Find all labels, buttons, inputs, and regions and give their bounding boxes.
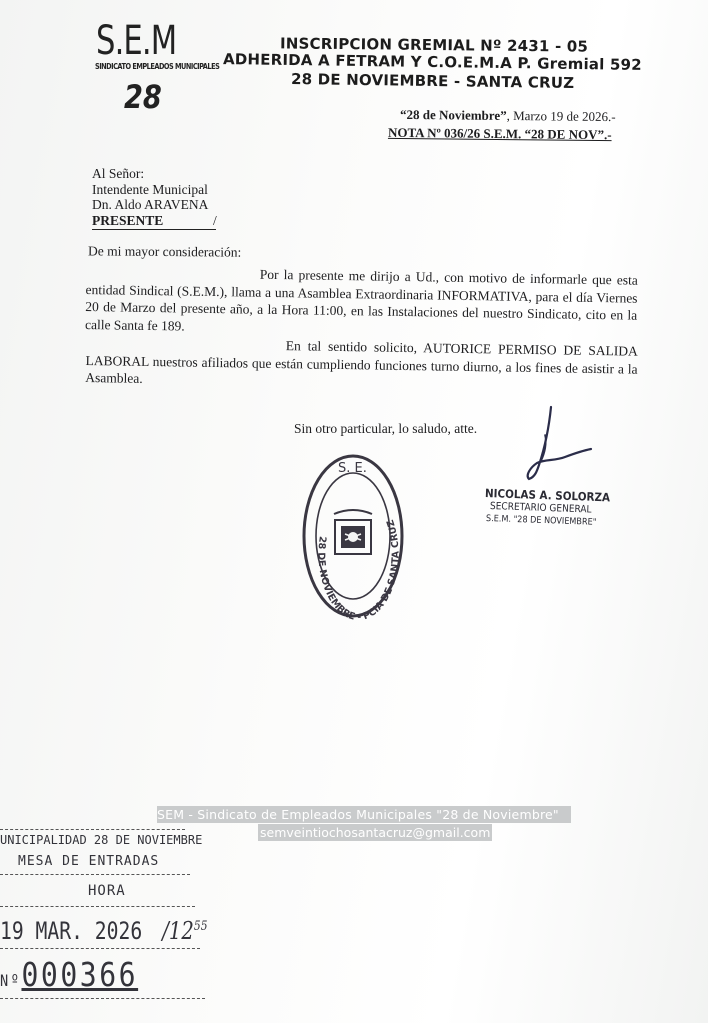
stamp-date: 19 MAR. 2026 [0, 917, 143, 945]
recipient-salutation: Al Señor: [92, 166, 145, 181]
date-rest: , Marzo 19 de 2026.- [506, 107, 616, 125]
stamp-border-top [0, 829, 185, 830]
presente-slash: / [213, 213, 217, 228]
signature-scribble [515, 405, 600, 485]
stamp-date-time [0, 917, 207, 945]
header-location: 28 DE NOVIEMBRE - SANTA CRUZ [290, 70, 575, 92]
greeting: De mi mayor consideración: [87, 243, 242, 260]
stamp-entry-number [0, 955, 138, 994]
stamp-desk: MESA DE ENTRADAS [18, 854, 160, 869]
recipient-title: Intendente Municipal [92, 182, 208, 197]
union-seal [298, 448, 408, 624]
stamp-time: $/12^{55}$ [162, 917, 208, 945]
stamp-number: 000366 [21, 955, 139, 994]
logo-acronym: S.E.M [96, 18, 177, 64]
recipient-presente: PRESENTE [92, 213, 164, 228]
note-reference: NOTA Nº 036/26 S.E.M. “28 DE NOV”.- [387, 124, 612, 143]
header-registration: INSCRIPCION GREMIAL Nº 2431 - 05 [279, 34, 589, 56]
stamp-municipality: UNICIPALIDAD 28 DE NOVIEMBRE [0, 833, 203, 847]
stamp-border-bottom [0, 998, 205, 999]
watermark-line-1: SEM - Sindicato de Empleados Municipales "28 de Noviembre" [157, 806, 571, 823]
watermark-line-2: semveintiochosantacruz@gmail.com [260, 825, 491, 840]
body-paragraph-2: En tal sentido solicito, AUTORICE PERMISO DE SALIDA LABORAL nuestros afiliados que están cumpliendo funciones turno diurno, a los fines de asistir a la Asamblea. [85, 338, 638, 386]
seal-top-text: S. E. [338, 461, 367, 476]
logo-subtitle: SINDICATO EMPLEADOS MUNICIPALES [95, 62, 220, 71]
seal-ring-text: 28 DE NOVIEMBRE - PCIA DE SANTA CRUZ [315, 518, 402, 624]
stamp-divider-3 [0, 948, 200, 949]
stamp-time-minutes: 55 [193, 919, 208, 934]
closing-line: Sin otro particular, lo saludo, atte. [294, 421, 478, 436]
stamp-hour-label: HORA [88, 883, 126, 899]
stamp-divider-1 [0, 874, 190, 875]
date-place: “28 de Noviembre” [399, 106, 507, 123]
recipient-name: Dn. Aldo ARAVENA [92, 197, 209, 212]
presente-underline [92, 229, 216, 230]
seal-emblem-icon [334, 510, 372, 554]
header-affiliation: ADHERIDA A FETRAM Y C.O.E.M.A P. Gremial 592 [222, 50, 642, 74]
signatory-name: NICOLAS A. SOLORZA [484, 486, 611, 505]
signatory-org: S.E.M. "28 DE NOVIEMBRE" [485, 514, 597, 528]
signatory-role: SECRETARIO GENERAL [489, 501, 592, 516]
stamp-divider-2 [0, 906, 195, 907]
document-date [400, 107, 616, 125]
stamp-number-prefix: Nº [0, 971, 22, 990]
body-paragraph-1: Por la presente me dirijo a Ud., con motivo de informarle que esta entidad Sindical (S.E.M.), llama a una Asamblea Extraordinaria INFORMATIVA, para el día Viernes 20 de Marzo del presente año, a la Hora 11:00, en las Instalaciones del nuestro Sindicato, cito en la calle Santa fe 189. [84, 266, 638, 334]
logo-number: 28 [124, 78, 162, 116]
